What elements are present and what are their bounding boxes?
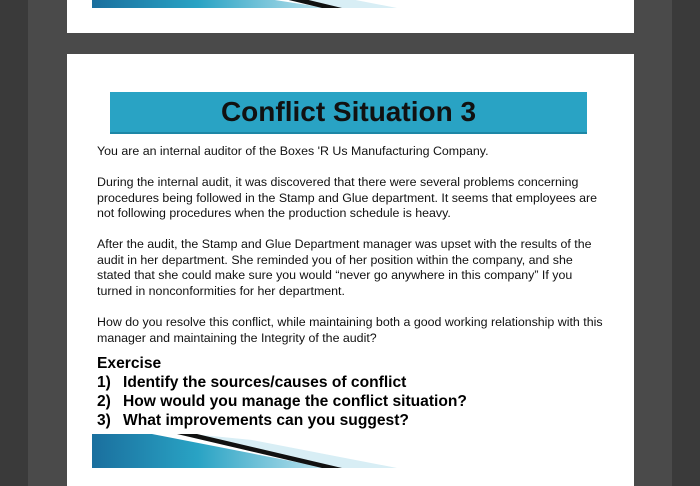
exercise-item <box>97 411 617 430</box>
paragraph-question: How do you resolve this conflict, while maintaining both a good working relationship with this manager and maintaining the Integrity of the audit? <box>97 314 603 345</box>
exercise-section <box>97 354 617 430</box>
exercise-item-text: Identify the sources/causes of conflict <box>123 374 407 391</box>
exercise-item-text: How would you manage the conflict situation? <box>123 393 467 410</box>
exercise-heading: Exercise <box>97 355 162 372</box>
exercise-list <box>97 373 617 430</box>
exercise-item-number: 2) <box>97 393 111 410</box>
current-slide <box>67 54 634 486</box>
exercise-item-number: 3) <box>97 412 111 429</box>
slide-title: Conflict Situation 3 <box>220 96 477 127</box>
exercise-item <box>97 373 617 392</box>
exercise-item <box>97 392 617 411</box>
exercise-item-number: 1) <box>97 374 111 391</box>
slide-body <box>97 144 607 362</box>
paragraph-manager-reaction: After the audit, the Stamp and Glue Department manager was upset with the results of the audit in her department. She reminded you of her position within the company, and she stated that she could make sure you would “never go anywhere in this company” If you turned in nonconformities for her department. <box>97 237 592 298</box>
viewer-left-edge <box>0 0 28 486</box>
slide-decoration-swoosh <box>92 0 397 8</box>
title-banner <box>110 92 587 134</box>
slide-decoration-swoosh <box>92 434 397 470</box>
previous-slide[interactable] <box>67 0 634 33</box>
exercise-item-text: What improvements can you suggest? <box>123 412 409 429</box>
paragraph-intro: You are an internal auditor of the Boxes 'R Us Manufacturing Company. <box>97 144 489 158</box>
viewer-right-edge <box>672 0 700 486</box>
paragraph-findings: During the internal audit, it was discovered that there were several problems concerning procedures being followed in the Stamp and Glue department. It seems that employees are not following procedures when the production schedule is heavy. <box>97 174 598 221</box>
